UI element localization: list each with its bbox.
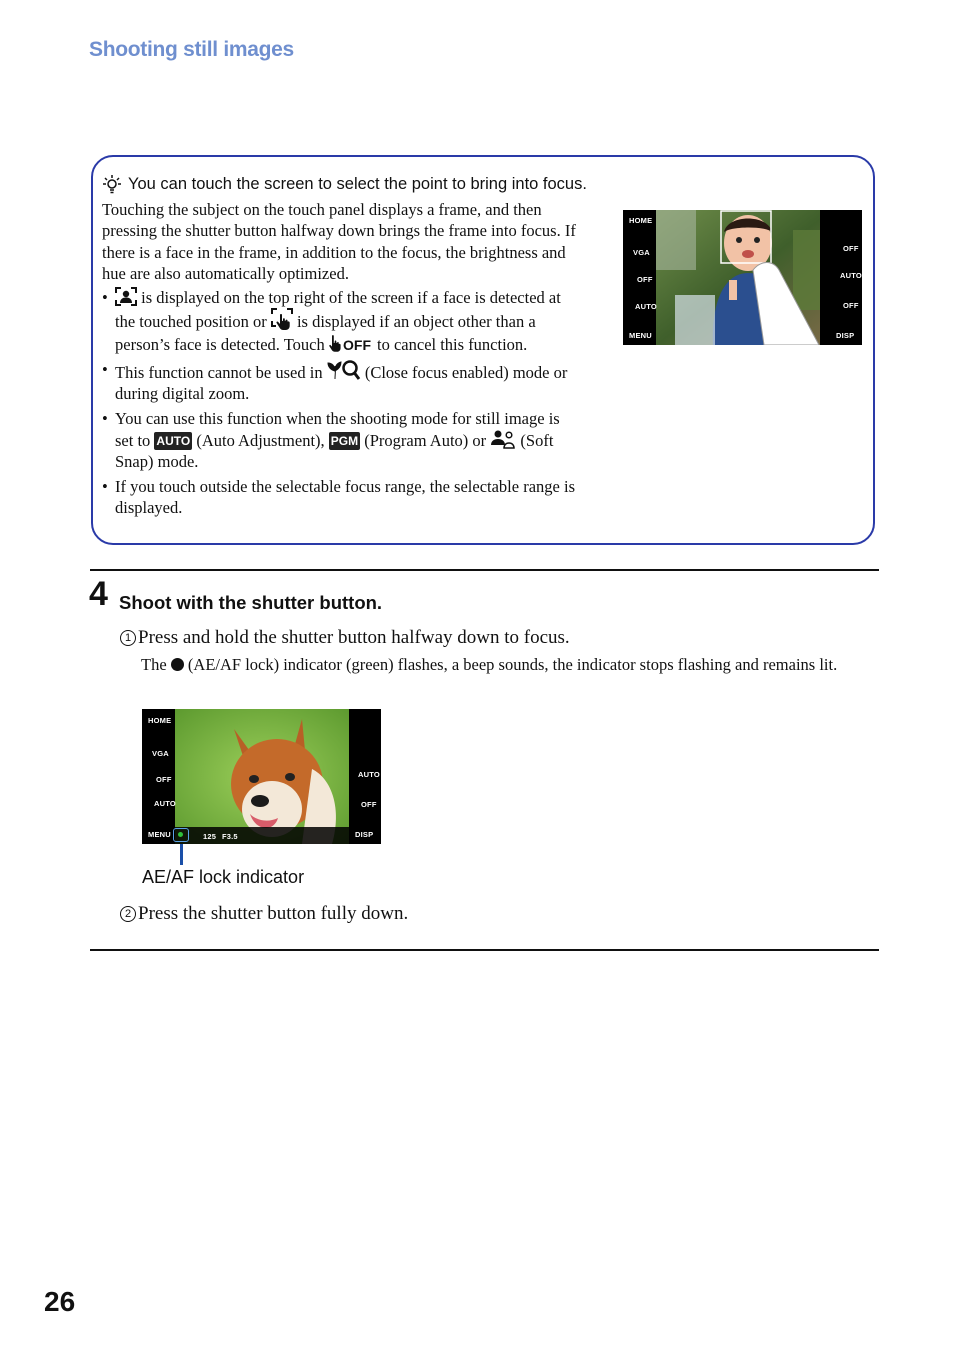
tip-bullet-2: • This function cannot be used in (Close focus enabled) mode or during digital zoom. — [102, 359, 580, 405]
divider-bottom — [90, 949, 879, 951]
touch-frame-icon — [271, 308, 293, 330]
tip-bullet-3: • You can use this function when the shooting mode for still image is set to AUTO (Auto Adjustment), PGM (Program Auto) or (Soft Snap) mode. — [102, 408, 580, 473]
substep-2-number: 2 — [120, 906, 136, 922]
program-auto-icon: PGM — [330, 433, 359, 448]
touch-off-button[interactable]: OFF — [843, 244, 859, 253]
tip-bullet-list — [102, 287, 580, 518]
substep-1-number: 1 — [120, 630, 136, 646]
step-number: 4 — [89, 575, 108, 613]
divider-top — [90, 569, 879, 571]
face-detect-frame-icon — [115, 287, 137, 306]
close-focus-icon — [327, 359, 361, 381]
tip-bullet-1: • is displayed on the top right of the screen if a face is detected at the touched position or is displayed if an object other than a person’s face is detected. Touch OFF to cancel this function. — [102, 287, 580, 355]
home-button[interactable]: HOME — [629, 216, 653, 225]
tip-bullet-4: • If you touch outside the selectable focus range, the selectable range is displayed. — [102, 476, 580, 519]
aperture-value: F3.5 — [222, 832, 238, 841]
camera-screen-ae-af-lock — [142, 709, 381, 844]
scene-mode-button[interactable]: AUTO — [154, 799, 176, 808]
image-size-button[interactable]: VGA — [633, 248, 650, 257]
home-button[interactable]: HOME — [148, 716, 172, 725]
tip-heading-text: You can touch the screen to select the point to bring into focus. — [128, 174, 587, 193]
touch-off-icon — [329, 333, 373, 353]
self-timer-button[interactable]: OFF — [156, 775, 172, 784]
macro-button[interactable]: OFF — [843, 301, 859, 310]
image-size-button[interactable]: VGA — [152, 749, 169, 758]
shutter-speed: 125 — [203, 832, 217, 841]
macro-button[interactable]: OFF — [361, 800, 377, 809]
tip-heading — [102, 174, 587, 194]
camera-screen-touch-focus — [623, 210, 862, 345]
section-title: Shooting still images — [89, 38, 294, 61]
flash-button[interactable]: AUTO — [840, 271, 862, 280]
scene-mode-button[interactable]: AUTO — [635, 302, 657, 311]
lightbulb-icon — [102, 174, 122, 194]
substep-1: 1 Press and hold the shutter button halfway down to focus. — [120, 627, 570, 649]
ae-af-lock-indicator — [173, 828, 189, 842]
self-timer-button[interactable]: OFF — [637, 275, 653, 284]
substep-2: 2 Press the shutter button fully down. — [120, 903, 408, 925]
disp-button[interactable]: DISP — [836, 331, 855, 340]
step-title: Shoot with the shutter button. — [119, 592, 383, 613]
menu-button[interactable]: MENU — [148, 830, 171, 839]
page-number: 26 — [44, 1286, 76, 1317]
callout-label: AE/AF lock indicator — [142, 867, 305, 887]
ae-af-lock-dot — [178, 832, 183, 837]
menu-button[interactable]: MENU — [629, 331, 652, 340]
tip-intro: Touching the subject on the touch panel displays a frame, and then pressing the shutter button halfway down brings the frame into focus. If there is a face in the frame, in addition to the focus, the brightness and hue are also automatically optimized. — [102, 200, 576, 283]
callout-line — [180, 844, 183, 865]
soft-snap-icon — [490, 429, 516, 449]
disp-button[interactable]: DISP — [355, 830, 374, 839]
auto-mode-icon: AUTO — [156, 433, 191, 448]
flash-button[interactable]: AUTO — [358, 770, 380, 779]
svg-text:OFF: OFF — [342, 336, 371, 353]
baby-photo — [623, 210, 862, 345]
substep-1-note: The (AE/AF lock) indicator (green) flashes, a beep sounds, the indicator stops flashing and remains lit. — [141, 655, 838, 674]
ae-af-lock-dot-icon — [171, 658, 184, 671]
dog-photo — [142, 709, 381, 844]
tip-body — [102, 199, 580, 522]
